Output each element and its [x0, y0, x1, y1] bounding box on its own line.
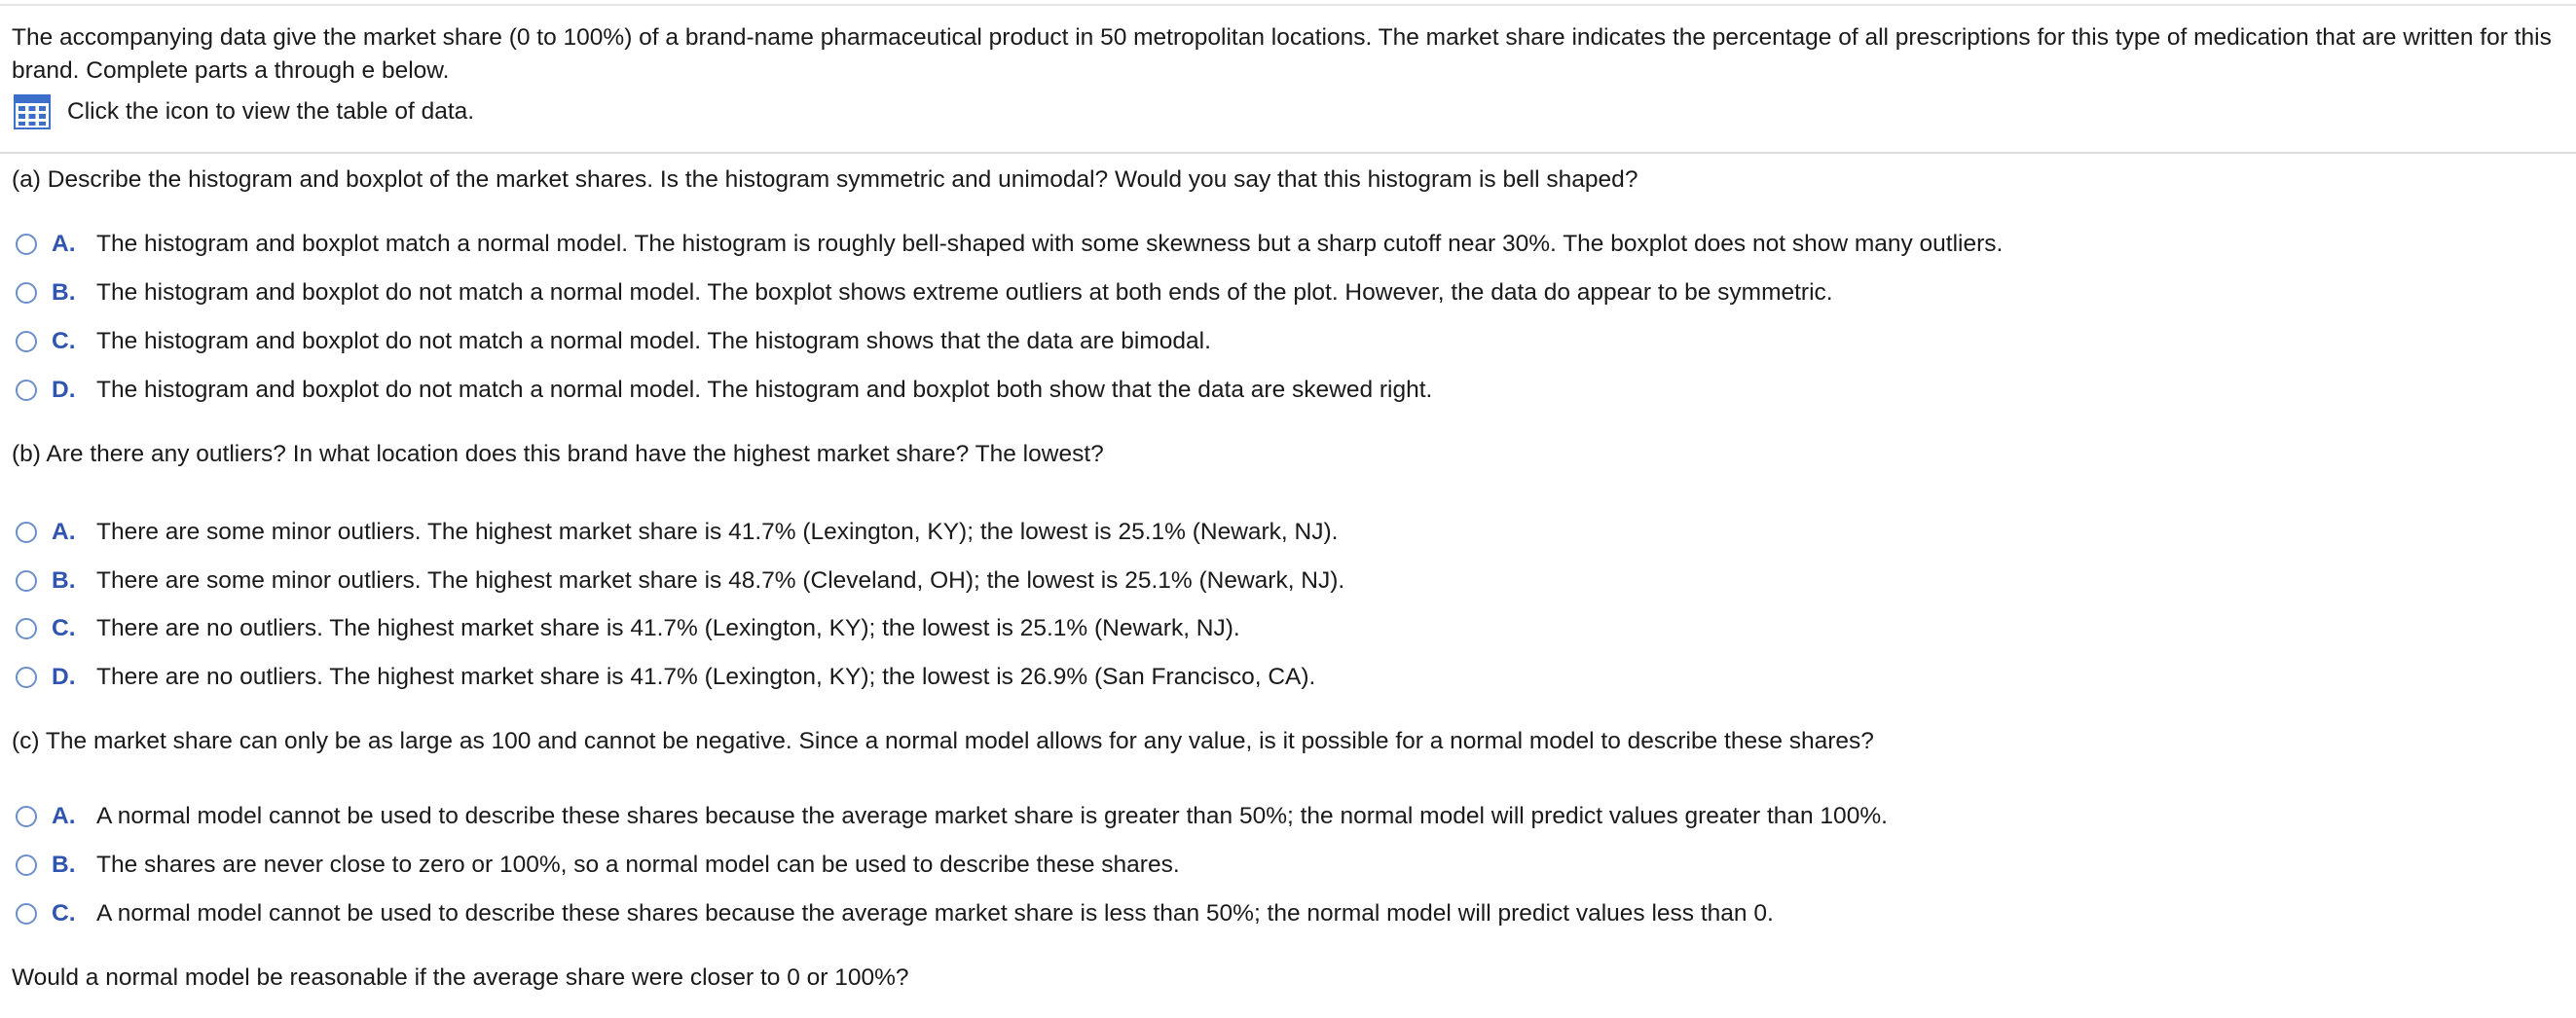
option-b-A[interactable]	[16, 516, 1338, 549]
option-text: A normal model cannot be used to describe these shares because the average market share is greater than 50%; the normal model will predict values greater than 100%.	[96, 803, 1888, 829]
option-a-C[interactable]	[16, 325, 1211, 358]
radio-button[interactable]	[16, 282, 37, 304]
question-c: (c) The market share can only be as large as 100 and cannot be negative. Since a normal model allows for any value, is it possible for a normal model to describe these shares?	[12, 728, 1874, 754]
option-a-D[interactable]	[16, 374, 1432, 407]
option-text: There are some minor outliers. The highest market share is 41.7% (Lexington, KY); the lowest is 25.1% (Newark, NJ).	[96, 519, 1339, 545]
table-grid-icon[interactable]	[14, 94, 51, 129]
problem-intro: The accompanying data give the market share (0 to 100%) of a brand-name pharmaceutical product in 50 metropolitan locations. The market share indicates the percentage of all prescriptions for this type of medication that are written for this brand. Complete parts a through e below.	[12, 24, 2552, 84]
radio-button[interactable]	[16, 234, 37, 255]
option-letter: A.	[52, 519, 76, 545]
view-data-label[interactable]: Click the icon to view the table of data.	[67, 98, 475, 125]
radio-button[interactable]	[16, 522, 37, 543]
option-letter: C.	[52, 900, 76, 927]
radio-button[interactable]	[16, 806, 37, 827]
radio-button[interactable]	[16, 854, 37, 876]
question-b: (b) Are there any outliers? In what location does this brand have the highest market share? The lowest?	[12, 441, 1104, 467]
option-text: The histogram and boxplot do not match a normal model. The boxplot shows extreme outliers at both ends of the plot. However, the data do appear to be symmetric.	[96, 279, 1833, 306]
question-a: (a) Describe the histogram and boxplot of the market shares. Is the histogram symmetric and unimodal? Would you say that this histogram is bell shaped?	[12, 166, 1638, 193]
option-text: There are no outliers. The highest market share is 41.7% (Lexington, KY); the lowest is 25.1% (Newark, NJ).	[96, 615, 1240, 641]
radio-button[interactable]	[16, 667, 37, 688]
option-c-B[interactable]	[16, 849, 1180, 882]
view-data-link[interactable]	[14, 93, 474, 130]
option-letter: B.	[52, 852, 76, 878]
radio-button[interactable]	[16, 380, 37, 401]
radio-button[interactable]	[16, 903, 37, 925]
option-letter: C.	[52, 328, 76, 354]
top-rule	[0, 4, 2576, 6]
option-text: There are some minor outliers. The highest market share is 48.7% (Cleveland, OH); the lowest is 25.1% (Newark, NJ).	[96, 567, 1345, 594]
option-letter: D.	[52, 377, 76, 403]
option-letter: B.	[52, 567, 76, 594]
option-a-B[interactable]	[16, 276, 1833, 309]
option-c-C[interactable]	[16, 897, 1774, 930]
option-text: A normal model cannot be used to describe these shares because the average market share is less than 50%; the normal model will predict values less than 0.	[96, 900, 1774, 927]
option-text: The histogram and boxplot match a normal model. The histogram is roughly bell-shaped with some skewness but a sharp cutoff near 30%. The boxplot does not show many outliers.	[96, 231, 2004, 257]
radio-button[interactable]	[16, 570, 37, 592]
radio-button[interactable]	[16, 618, 37, 639]
option-text: The shares are never close to zero or 100%, so a normal model can be used to describe these shares.	[96, 852, 1180, 878]
option-c-A[interactable]	[16, 800, 1888, 833]
option-letter: D.	[52, 664, 76, 690]
option-b-C[interactable]	[16, 612, 1240, 645]
option-text: There are no outliers. The highest market share is 41.7% (Lexington, KY); the lowest is 26.9% (San Francisco, CA).	[96, 664, 1316, 690]
option-text: The histogram and boxplot do not match a normal model. The histogram and boxplot both show that the data are skewed right.	[96, 377, 1433, 403]
radio-button[interactable]	[16, 331, 37, 352]
option-letter: B.	[52, 279, 76, 306]
option-text: The histogram and boxplot do not match a normal model. The histogram shows that the data are bimodal.	[96, 328, 1211, 354]
option-letter: C.	[52, 615, 76, 641]
option-a-A[interactable]	[16, 228, 2003, 261]
option-letter: A.	[52, 803, 76, 829]
section-divider	[0, 152, 2576, 154]
question-c-followup: Would a normal model be reasonable if the average share were closer to 0 or 100%?	[12, 964, 909, 991]
option-letter: A.	[52, 231, 76, 257]
option-b-B[interactable]	[16, 564, 1344, 598]
option-b-D[interactable]	[16, 661, 1315, 694]
